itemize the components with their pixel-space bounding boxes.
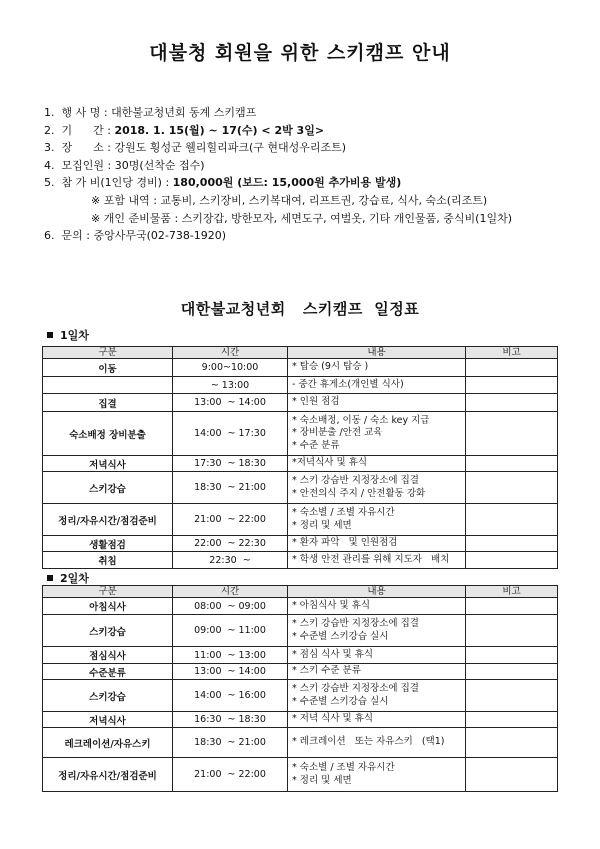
info-value: 강원도 횡성군 웰리힐리파크(구 현대성우리조트)	[114, 141, 347, 155]
info-event-name	[44, 104, 512, 122]
content-line: * 수준별 스키강습 실시	[292, 695, 389, 707]
row-note	[466, 647, 558, 664]
info-label: 참 가 비(1인당 경비) :	[61, 176, 173, 190]
info-value: 30명(선착순 접수)	[114, 158, 205, 172]
table-row	[43, 552, 558, 569]
info-contact	[44, 227, 512, 245]
content-line: * 안전의식 주지 / 안전활동 강화	[292, 487, 426, 499]
info-label: 모집인원 :	[61, 158, 115, 172]
info-value: 180,000원 (보드: 15,000원 추가비용 발생)	[172, 176, 402, 190]
row-category	[43, 377, 173, 394]
row-content	[288, 728, 466, 758]
header-note: 비고	[466, 347, 558, 359]
table-row	[43, 412, 558, 456]
content-line: * 정리 및 세면	[292, 519, 352, 531]
info-label: 문의 :	[61, 229, 94, 243]
row-note	[466, 377, 558, 394]
row-category: 저녁식사	[43, 712, 173, 728]
header-category: 구분	[43, 586, 173, 598]
table-row	[43, 758, 558, 792]
row-time: 09:00 ~ 11:00	[173, 615, 288, 647]
content-line: - 중간 휴게소(개인별 식사)	[292, 378, 404, 390]
row-time: 21:00 ~ 22:00	[173, 504, 288, 536]
info-note-included: ※ 포함 내역 : 교통비, 스키장비, 스키복대여, 리프트권, 강습료, 식사, 숙소(리조트)	[91, 193, 488, 207]
row-note	[466, 680, 558, 712]
row-note	[466, 664, 558, 680]
row-content	[288, 377, 466, 394]
row-note	[466, 412, 558, 456]
info-number: 3.	[44, 141, 55, 155]
content-line: * 환자 파악 및 인원점검	[292, 537, 398, 549]
day1-label	[47, 327, 89, 343]
document-title: 대불청 회원을 위한 스키캠프 안내	[149, 42, 451, 64]
info-label: 행 사 명 :	[61, 106, 112, 119]
row-time: 17:30 ~ 18:30	[173, 456, 288, 472]
row-content	[288, 472, 466, 504]
content-line: * 숙소별 / 조별 자유시간	[292, 762, 395, 773]
content-line: * 인원 점검	[292, 396, 340, 408]
row-time: 18:30 ~ 21:00	[173, 472, 288, 504]
day2-label-text: 2일차	[60, 572, 89, 585]
row-category: 아침식사	[43, 598, 173, 615]
content-line: * 스키 강습반 지정장소에 집결	[292, 618, 419, 629]
row-content	[288, 680, 466, 712]
row-content	[288, 536, 466, 552]
content-line: * 학생 안전 관리를 위해 지도자 배치	[292, 553, 450, 565]
content-line: * 수준 분류	[292, 439, 340, 451]
table-row	[43, 359, 558, 377]
event-info	[44, 104, 512, 245]
content-line: * 숙소별 / 조별 자유시간	[292, 507, 395, 518]
row-time: 11:00 ~ 13:00	[173, 647, 288, 664]
header-category: 구분	[43, 347, 173, 359]
info-number: 4.	[44, 158, 55, 172]
row-content	[288, 412, 466, 456]
header-time: 시간	[173, 586, 288, 598]
table-row	[43, 394, 558, 412]
row-content	[288, 712, 466, 728]
day1-table-body	[43, 359, 558, 569]
day2-label	[47, 570, 89, 586]
info-number: 6.	[44, 229, 55, 243]
row-time: 16:30 ~ 18:30	[173, 712, 288, 728]
content-line: * 수준별 스키강습 실시	[292, 630, 389, 642]
content-line: * 아침식사 및 휴식	[292, 599, 371, 611]
info-value: 대한불교청년회 동계 스키캠프	[111, 106, 257, 119]
content-line: * 숙소배정, 이동 / 숙소 key 지급	[292, 414, 430, 426]
header-content: 내용	[288, 586, 466, 598]
schedule-title: 대한불교청년회 스키캠프 일정표	[180, 300, 420, 318]
content-line: *저녁식사 및 휴식	[292, 457, 368, 469]
row-content	[288, 552, 466, 569]
row-note	[466, 394, 558, 412]
table-row	[43, 615, 558, 647]
row-category: 집결	[43, 394, 173, 412]
content-line: * 스키 강습반 지정장소에 집결	[292, 683, 419, 694]
row-content	[288, 394, 466, 412]
row-content	[288, 456, 466, 472]
row-category: 스키강습	[43, 615, 173, 647]
row-content	[288, 359, 466, 377]
content-line: * 레크레이션 또는 자유스키 (택1)	[292, 736, 445, 748]
row-note	[466, 552, 558, 569]
day1-schedule-table	[42, 346, 558, 569]
row-time: 18:30 ~ 21:00	[173, 728, 288, 758]
row-time: 9:00~10:00	[173, 359, 288, 377]
row-note	[466, 359, 558, 377]
content-line: * 점심 식사 및 휴식	[292, 648, 374, 660]
table-row	[43, 377, 558, 394]
info-note-personal-items: ※ 개인 준비물품 : 스키장갑, 방한모자, 세면도구, 여벌옷, 기타 개인물품, 중식비(1일차)	[91, 211, 512, 225]
row-note	[466, 712, 558, 728]
row-category: 정리/자유시간/점검준비	[43, 758, 173, 792]
row-content	[288, 664, 466, 680]
table-row	[43, 647, 558, 664]
row-note	[466, 615, 558, 647]
day2-schedule-table	[42, 585, 558, 792]
row-note	[466, 504, 558, 536]
row-category: 점심식사	[43, 647, 173, 664]
info-location	[44, 139, 512, 157]
row-note	[466, 472, 558, 504]
content-line: * 저녁 식사 및 휴식	[292, 713, 374, 725]
row-category: 스키강습	[43, 472, 173, 504]
row-category: 취침	[43, 552, 173, 569]
row-time: 22:00 ~ 22:30	[173, 536, 288, 552]
table-row	[43, 456, 558, 472]
info-capacity	[44, 157, 512, 175]
table-row	[43, 728, 558, 758]
table-header-row	[43, 586, 558, 598]
row-time: 08:00 ~ 09:00	[173, 598, 288, 615]
square-bullet-icon	[47, 575, 53, 581]
square-bullet-icon	[47, 332, 53, 338]
row-category: 숙소배정 장비분출	[43, 412, 173, 456]
info-label: 기 간 :	[61, 123, 115, 137]
day2-table-body	[43, 598, 558, 792]
table-row	[43, 472, 558, 504]
info-number: 1.	[44, 106, 55, 119]
row-category: 정리/자유시간/점검준비	[43, 504, 173, 536]
row-content	[288, 758, 466, 792]
row-content	[288, 647, 466, 664]
info-value: 중앙사무국(02-738-1920)	[93, 229, 227, 243]
table-row	[43, 504, 558, 536]
row-time: 22:30 ~	[173, 552, 288, 569]
content-line: * 장비분출 /안전 교육	[292, 427, 383, 439]
row-time: 13:00 ~ 14:00	[173, 394, 288, 412]
row-time: ~ 13:00	[173, 377, 288, 394]
row-content	[288, 504, 466, 536]
info-period	[44, 122, 512, 140]
header-content: 내용	[288, 347, 466, 359]
row-time: 14:00 ~ 17:30	[173, 412, 288, 456]
row-note	[466, 728, 558, 758]
info-fee	[44, 174, 512, 192]
row-content	[288, 598, 466, 615]
row-category: 저녁식사	[43, 456, 173, 472]
row-note	[466, 536, 558, 552]
table-row	[43, 680, 558, 712]
content-line: * 스키 강습반 지정장소에 집결	[292, 475, 419, 486]
row-note	[466, 598, 558, 615]
row-time: 13:00 ~ 14:00	[173, 664, 288, 680]
row-category: 레크레이션/자유스키	[43, 728, 173, 758]
row-time: 21:00 ~ 22:00	[173, 758, 288, 792]
info-number: 2.	[44, 123, 55, 137]
info-label: 장 소 :	[61, 141, 115, 155]
table-row	[43, 664, 558, 680]
content-line: * 탑승 (9시 탑승 )	[292, 361, 369, 373]
content-line: * 정리 및 세면	[292, 774, 352, 786]
content-line: * 스키 수준 분류	[292, 665, 361, 677]
header-note: 비고	[466, 586, 558, 598]
header-time: 시간	[173, 347, 288, 359]
row-note	[466, 758, 558, 792]
row-category: 이동	[43, 359, 173, 377]
table-row	[43, 712, 558, 728]
row-content	[288, 615, 466, 647]
table-header-row	[43, 347, 558, 359]
row-category: 수준분류	[43, 664, 173, 680]
row-time: 14:00 ~ 16:00	[173, 680, 288, 712]
row-note	[466, 456, 558, 472]
info-number: 5.	[44, 176, 55, 190]
info-value: 2018. 1. 15(월) ~ 17(수) < 2박 3일>	[114, 123, 325, 137]
table-row	[43, 598, 558, 615]
day1-label-text: 1일차	[60, 329, 89, 342]
table-row	[43, 536, 558, 552]
row-category: 스키강습	[43, 680, 173, 712]
row-category: 생활점검	[43, 536, 173, 552]
